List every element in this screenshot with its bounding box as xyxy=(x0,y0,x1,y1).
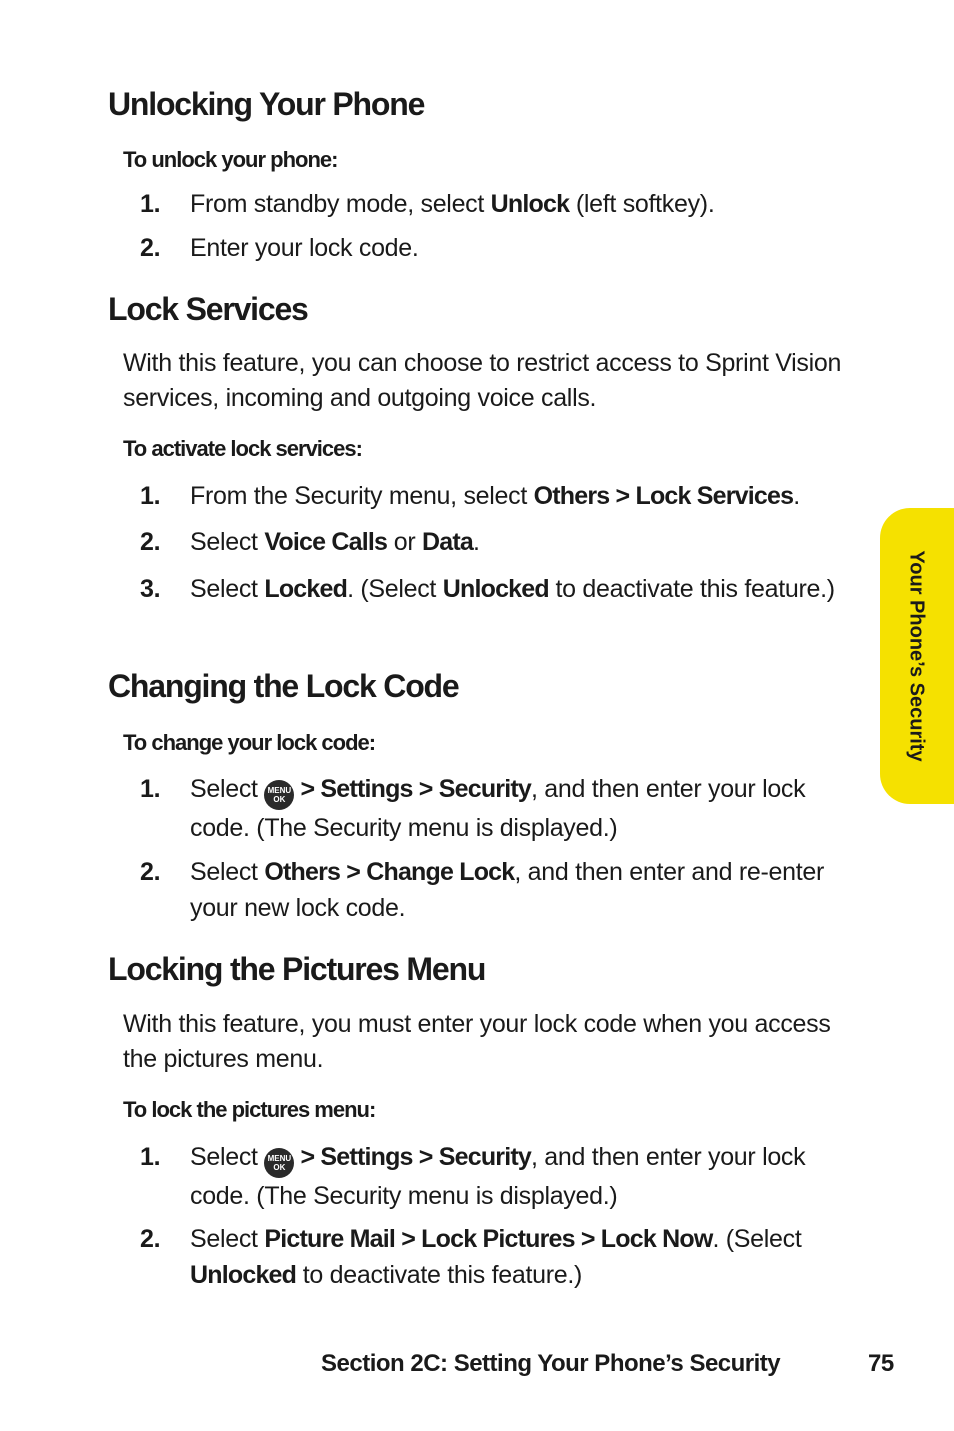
step-change-1 xyxy=(140,771,860,846)
subheading-lock-pictures: To lock the pictures menu: xyxy=(123,1097,376,1122)
page-number: 75 xyxy=(868,1350,894,1377)
step-number: 1. xyxy=(140,482,161,510)
menu-ok-key-icon: MENU OK xyxy=(264,1148,294,1178)
menu-path: > Settings > Security xyxy=(294,1143,532,1171)
step-lock-services-3 xyxy=(140,571,860,607)
step-pictures-2 xyxy=(140,1221,860,1293)
step-text: , and then enter and re-enter your new lock code. xyxy=(190,858,824,922)
step-text: From the Security menu, select xyxy=(190,482,534,510)
step-lock-services-2 xyxy=(140,524,860,560)
step-text: Select xyxy=(190,1143,265,1171)
menu-path: Data xyxy=(422,528,474,556)
step-text: Select xyxy=(190,1225,265,1253)
heading-changing-lock-code: Changing the Lock Code xyxy=(108,668,459,704)
step-text: (left softkey). xyxy=(569,190,715,218)
menu-path: Locked xyxy=(264,575,348,603)
menu-path: Others > Lock Services xyxy=(533,482,794,510)
step-text: Enter your lock code. xyxy=(190,234,419,262)
step-change-2 xyxy=(140,854,860,926)
footer-section-title: Section 2C: Setting Your Phone’s Security xyxy=(321,1350,781,1377)
step-text: or xyxy=(387,528,423,556)
step-text: Select xyxy=(190,858,265,886)
step-number: 1. xyxy=(140,775,161,803)
step-number: 2. xyxy=(140,858,161,886)
heading-locking-pictures: Locking the Pictures Menu xyxy=(108,951,486,987)
step-pictures-1 xyxy=(140,1139,860,1214)
step-unlock-1 xyxy=(140,186,860,222)
menu-path: Unlock xyxy=(490,190,570,218)
step-text: Select xyxy=(190,575,265,603)
menu-path: Picture Mail > Lock Pictures > Lock Now xyxy=(264,1225,713,1253)
step-text: , and then enter your lock code. (The Security menu is displayed.) xyxy=(190,775,806,842)
intro-lock-services: With this feature, you can choose to restrict access to Sprint Vision services, incoming and outgoing voice calls. xyxy=(123,349,842,412)
step-text: . (Select xyxy=(347,575,443,603)
step-number: 3. xyxy=(140,575,161,603)
step-lock-services-1 xyxy=(140,478,860,514)
step-number: 2. xyxy=(140,234,161,262)
step-text: , and then enter your lock code. (The Security menu is displayed.) xyxy=(190,1143,806,1210)
step-text: . (Select xyxy=(712,1225,802,1253)
step-text: . xyxy=(793,482,800,510)
step-unlock-2 xyxy=(140,230,860,266)
step-text: to deactivate this feature.) xyxy=(296,1261,583,1289)
menu-path: Others > Change Lock xyxy=(264,858,515,886)
heading-unlocking: Unlocking Your Phone xyxy=(108,86,425,122)
step-text: From standby mode, select xyxy=(190,190,491,218)
step-text: Select xyxy=(190,775,265,803)
step-number: 2. xyxy=(140,528,161,556)
menu-path: > Settings > Security xyxy=(294,775,532,803)
menu-path: Voice Calls xyxy=(264,528,388,556)
step-text: . xyxy=(473,528,480,556)
heading-lock-services: Lock Services xyxy=(108,291,308,327)
subheading-activate: To activate lock services: xyxy=(123,436,362,461)
step-number: 1. xyxy=(140,190,161,218)
side-tab-label: Your Phone’s Security xyxy=(905,550,928,762)
menu-path: Unlocked xyxy=(190,1261,297,1289)
step-number: 1. xyxy=(140,1143,161,1171)
step-text: to deactivate this feature.) xyxy=(548,575,835,603)
step-text: Select xyxy=(190,528,265,556)
subheading-change: To change your lock code: xyxy=(123,730,376,755)
intro-locking-pictures: With this feature, you must enter your lock code when you access the pictures menu. xyxy=(123,1010,831,1073)
subheading-unlock: To unlock your phone: xyxy=(123,147,338,172)
menu-ok-key-icon: MENU OK xyxy=(264,780,294,810)
step-number: 2. xyxy=(140,1225,161,1253)
menu-path: Unlocked xyxy=(442,575,549,603)
